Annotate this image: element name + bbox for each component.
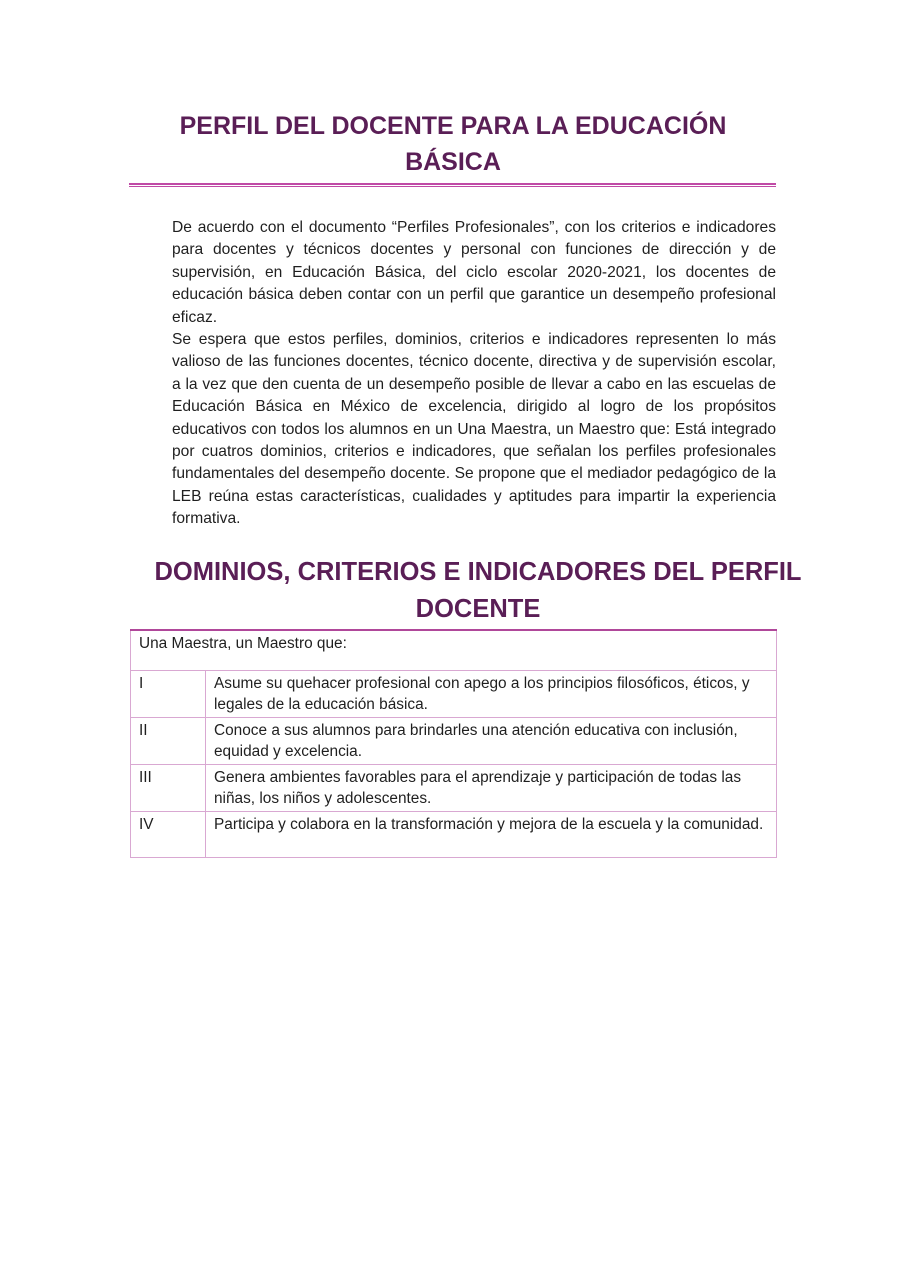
paragraph: Se espera que estos perfiles, dominios, criterios e indicadores representen lo más valioso de las funciones docentes, técnico docente, directiva y de supervisión escolar, a la vez que den cuenta de un desempeño posible de llevar a cabo en las escuelas de Educación Básica en México de excelencia, dirigido al logro de los propósitos educativos con todos los alumnos en un Una Maestra, un Maestro que: Está integrado por cuatros dominios, criterios e indicadores, que señalan los perfiles profesionales fundamentales del desempeño docente. Se propone que el mediador pedagógico de la LEB reúna estas características, cualidades y aptitudes para impartir la experiencia formativa. [172, 331, 776, 528]
domain-number: III [131, 765, 206, 812]
page-title: PERFIL DEL DOCENTE PARA LA EDUCACIÓN BÁSICA [179, 112, 727, 176]
paragraph: De acuerdo con el documento “Perfiles Profesionales”, con los criterios e indicadores para docentes y técnicos docentes y personal con funciones de dirección y de supervisión, en Educación Básica, del ciclo escolar 2020-2021, los docentes de educación básica deben contar con un perfil que garantice un desempeño profesional eficaz. [172, 219, 776, 326]
table-header-row [131, 630, 777, 671]
domains-table [130, 629, 777, 858]
domain-text: Genera ambientes favorables para el aprendizaje y participación de todas las niñas, los niños y adolescentes. [206, 765, 777, 812]
domain-number: IV [131, 812, 206, 858]
domain-text: Asume su quehacer profesional con apego a los principios filosóficos, éticos, y legales de la educación básica. [206, 671, 777, 718]
table-row [131, 671, 777, 718]
table-row [131, 765, 777, 812]
table-row [131, 718, 777, 765]
domain-text: Participa y colabora en la transformación y mejora de la escuela y la comunidad. [206, 812, 777, 858]
intro-text [172, 217, 776, 531]
title-divider [129, 183, 776, 187]
table-header-cell: Una Maestra, un Maestro que: [131, 630, 777, 671]
domain-number: I [131, 671, 206, 718]
table-row [131, 812, 777, 858]
section-title: DOMINIOS, CRITERIOS E INDICADORES DEL PERFIL DOCENTE [154, 558, 802, 623]
domain-number: II [131, 718, 206, 765]
domain-text: Conoce a sus alumnos para brindarles una atención educativa con inclusión, equidad y excelencia. [206, 718, 777, 765]
